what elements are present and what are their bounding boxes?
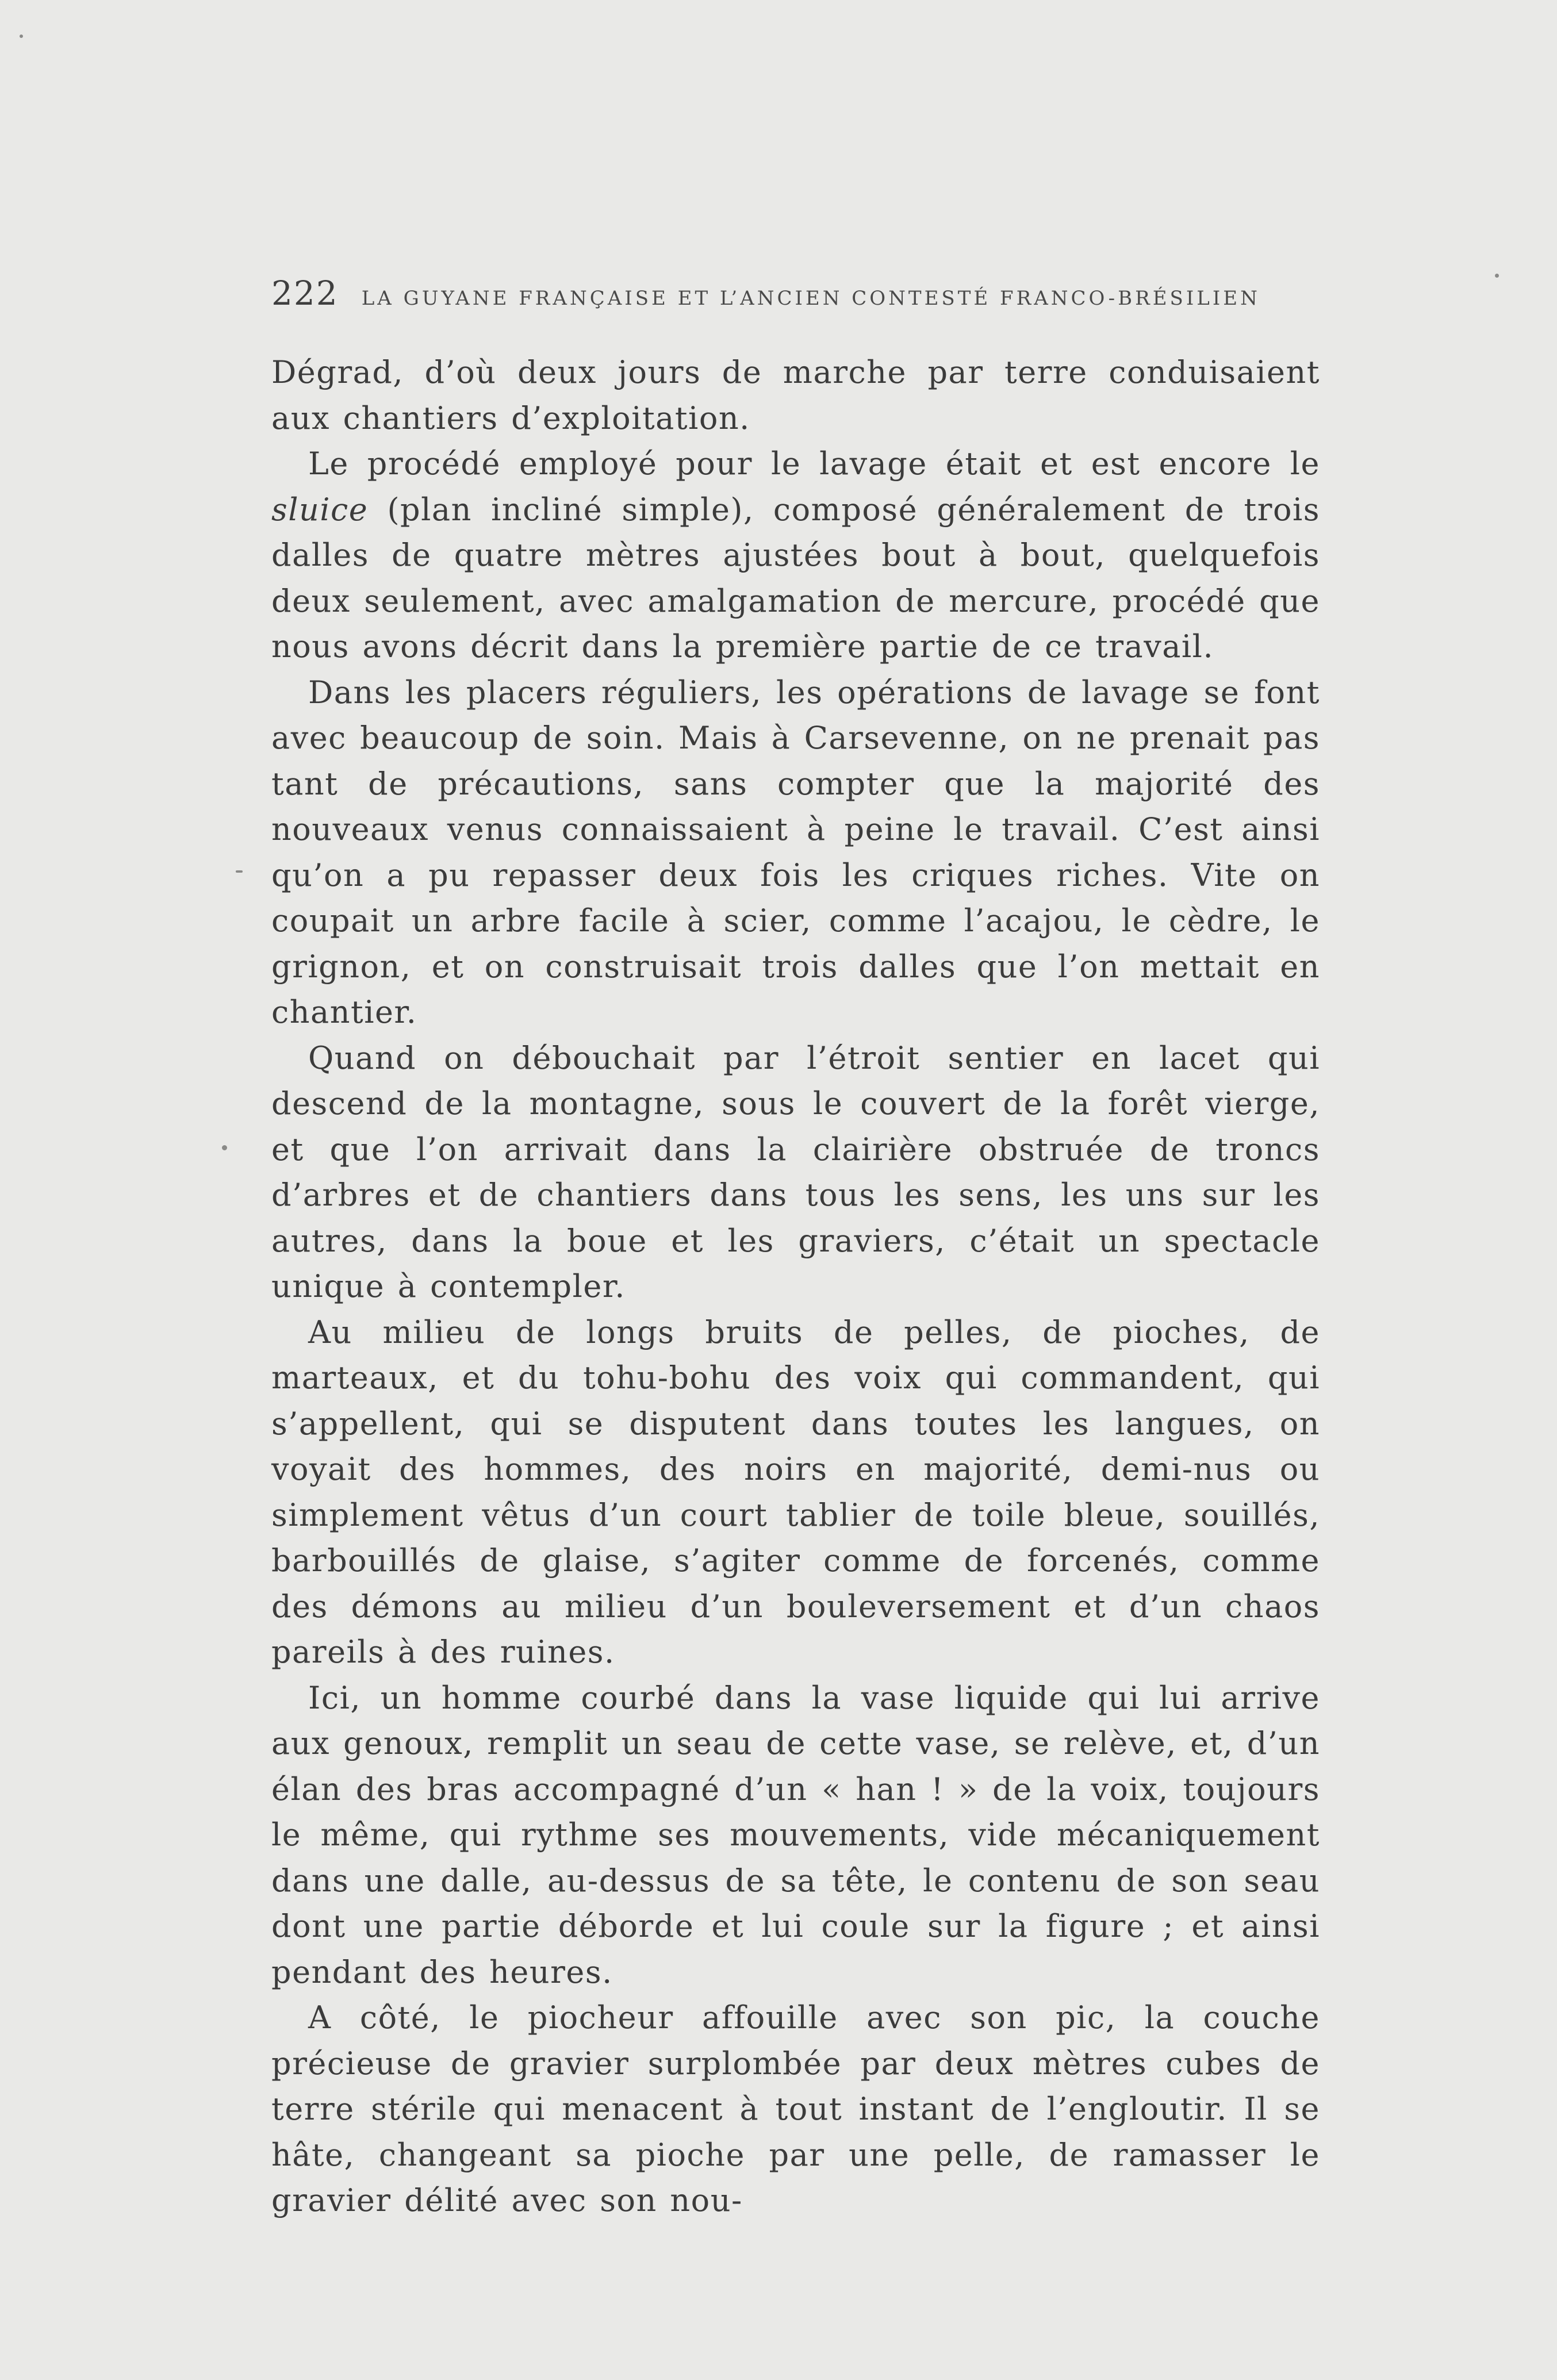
text-body bbox=[271, 350, 1320, 2224]
page-header bbox=[271, 274, 1272, 314]
paragraph-3: Dans les placers réguliers, les opérations de lavage se font avec beaucoup de soin. Mais à Carsevenne, on ne prenait pas tant de précautions, sans compter que la majorité des nouveaux venus connaissaient à peine le travail. C’est ainsi qu’on a pu repasser deux fois les criques riches. Vite on coupait un arbre facile à scier, comme l’acajou, le cèdre, le grignon, et on construisait trois dalles que l’on mettait en chantier. bbox=[271, 674, 1320, 1030]
paragraph-2-before: Le procédé employé pour le lavage était et est encore le bbox=[308, 446, 1320, 482]
running-title: LA GUYANE FRANÇAISE ET L’ANCIEN CONTESTÉ FRANCO-BRÉSILIEN bbox=[361, 287, 1260, 310]
paragraph-7: A côté, le piocheur affouille avec son pic, la couche précieuse de gravier surplombée par deux mètres cubes de terre stérile qui menacent à tout instant de l’engloutir. Il se hâte, changeant sa pioche par une pelle, de ramasser le gravier délité avec son nou- bbox=[271, 1999, 1320, 2218]
margin-mark-left-2 bbox=[222, 1145, 227, 1150]
margin-speck-top-right bbox=[1495, 274, 1499, 278]
paragraph-6: Ici, un homme courbé dans la vase liquide qui lui arrive aux genoux, remplit un seau de cette vase, se relève, et, d’un élan des bras accompagné d’un « han ! » de la voix, toujours le même, qui rythme ses mouvements, vide mécaniquement dans une dalle, au-dessus de sa tête, le contenu de son seau dont une partie déborde et lui coule sur la figure ; et ainsi pendant des heures. bbox=[271, 1679, 1320, 1990]
page-number: 222 bbox=[271, 274, 339, 313]
paragraph-2 bbox=[271, 441, 1320, 670]
paragraph-2-italic-term: sluice bbox=[271, 491, 369, 528]
paragraph-2-after: (plan incliné simple), composé généralement de trois dalles de quatre mètres ajustées bout à bout, quelquefois deux seulement, avec amalgamation de mercure, procédé que nous avons décrit dans la première partie de ce travail. bbox=[271, 491, 1320, 665]
paragraph-4: Quand on débouchait par l’étroit sentier en lacet qui descend de la montagne, sous le couvert de la forêt vierge, et que l’on arrivait dans la clairière obstruée de troncs d’arbres et de chantiers dans tous les sens, les uns sur les autres, dans la boue et les graviers, c’était un spectacle unique à contempler. bbox=[271, 1039, 1320, 1304]
margin-speck-top-left bbox=[20, 34, 23, 38]
paragraph-1: Dégrad, d’où deux jours de marche par terre conduisaient aux chantiers d’exploitation. bbox=[271, 354, 1320, 436]
margin-mark-left-1 bbox=[236, 870, 243, 873]
paragraph-5: Au milieu de longs bruits de pelles, de pioches, de marteaux, et du tohu-bohu des voix qui commandent, qui s’appellent, qui se disputent dans toutes les langues, on voyait des hommes, des noirs en majorité, demi-nus ou simplement vêtus d’un court tablier de toile bleue, souillés, barbouillés de glaise, s’agiter comme de forcenés, comme des démons au milieu d’un bouleversement et d’un chaos pareils à des ruines. bbox=[271, 1314, 1320, 1670]
